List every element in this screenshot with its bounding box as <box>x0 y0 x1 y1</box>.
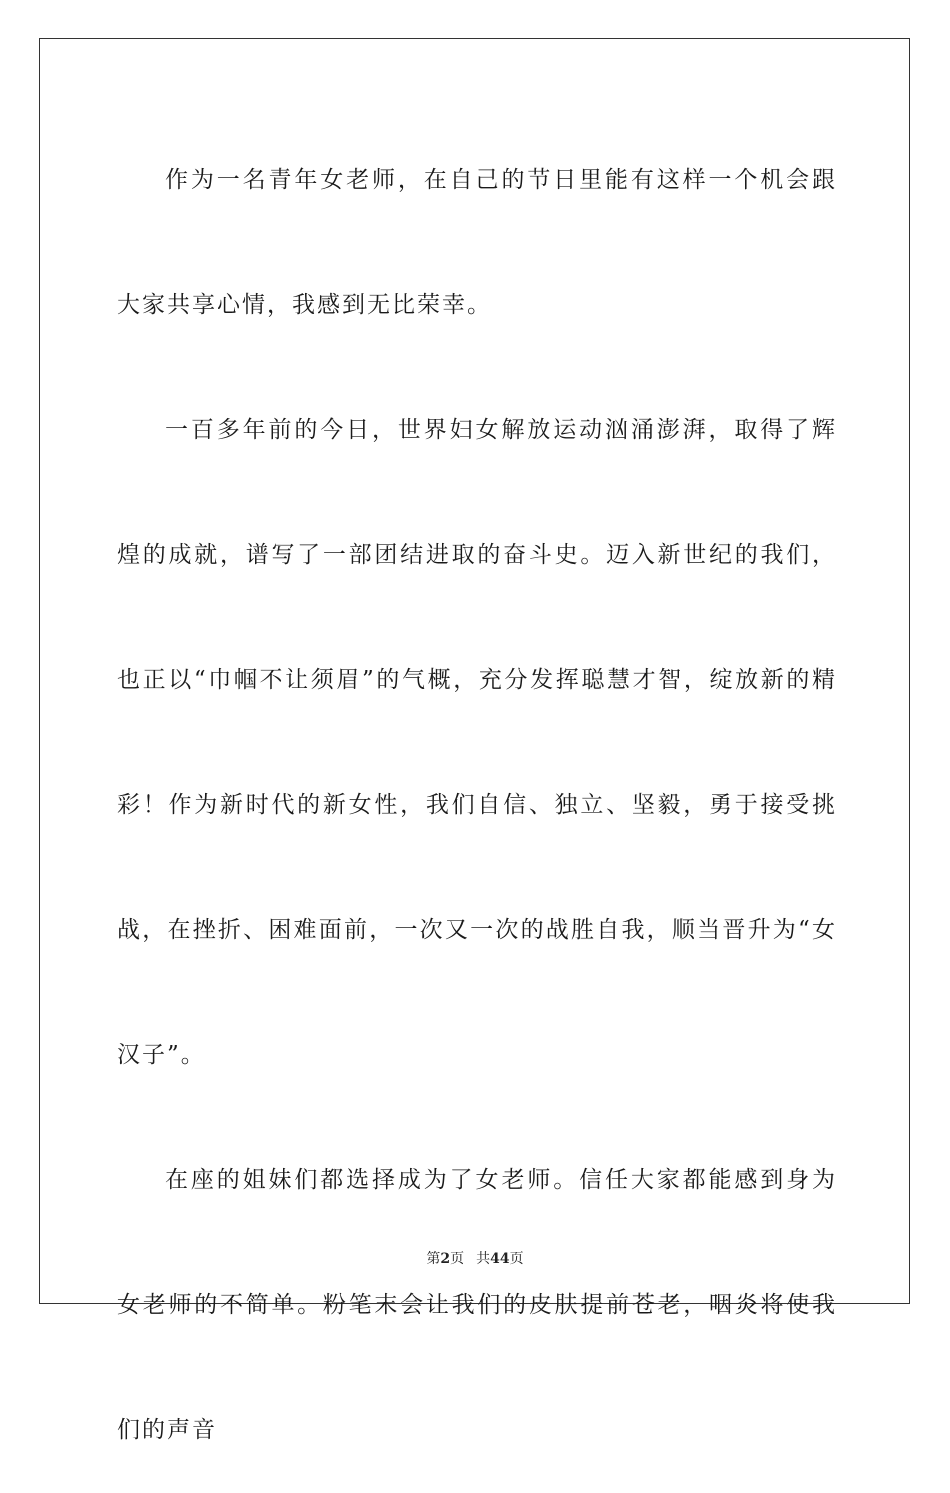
page-prefix: 第 <box>426 1251 441 1267</box>
total-prefix: 共 <box>476 1251 491 1267</box>
paragraph-2: 一百多年前的今日，世界妇女解放运动汹涌澎湃，取得了辉煌的成就，谱写了一部团结进取的奋斗史。迈入新世纪的我们，也正以“巾帼不让须眉”的气概，充分发挥聪慧才智，绽放新的精彩！作为新时代的新女性，我们自信、独立、坚毅，勇于接受挑战，在挫折、困难面前，一次又一次的战胜自我，顺当晋升为“女汉子”。 <box>117 417 837 1068</box>
total-suffix: 页 <box>509 1251 524 1267</box>
paragraph-3: 在座的姐妹们都选择成为了女老师。信任大家都能感到身为女老师的不简单。粉笔末会让我们的皮肤提前苍老，咽炎将使我们的声音 <box>117 1167 837 1443</box>
total-pages: 44 <box>490 1251 510 1267</box>
page-suffix: 页 <box>450 1251 465 1267</box>
document-body <box>117 118 837 1493</box>
paragraph-1: 作为一名青年女老师，在自己的节日里能有这样一个机会跟大家共享心情，我感到无比荣幸。 <box>117 167 837 318</box>
page-footer <box>0 1248 950 1268</box>
page-number: 2 <box>440 1251 451 1267</box>
